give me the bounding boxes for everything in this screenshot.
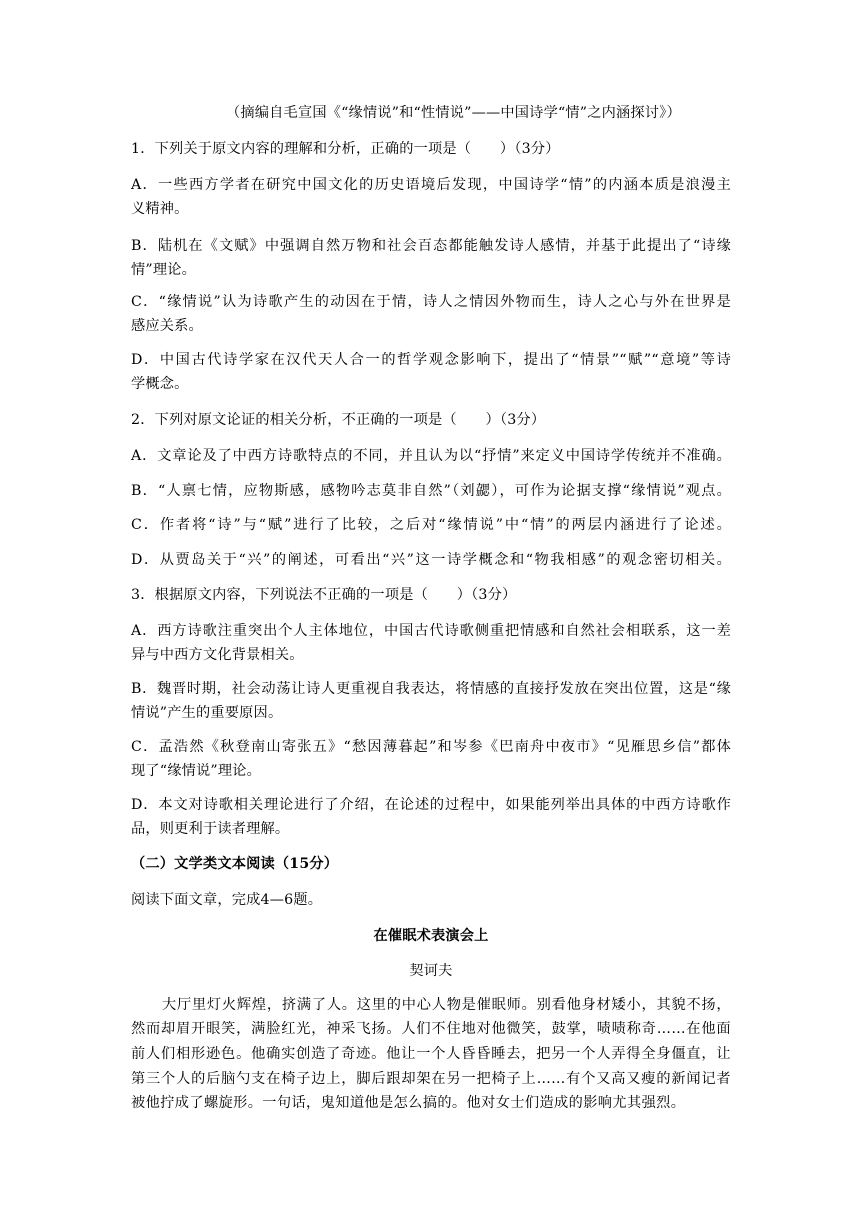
story-paragraph-line: 第三个人的后脑勺支在椅子边上，脚后跟却架在另一把椅子上……有个又高又瘦的新闻记者 <box>131 1071 731 1087</box>
story-paragraph-line: 被他拧成了螺旋形。一句话，鬼知道他是怎么搞的。他对女士们造成的影响尤其强烈。 <box>131 1095 686 1111</box>
story-paragraph-line: 前人们相形逊色。他确实创造了奇迹。他让一个人昏昏睡去，把另一个人弄得全身僵直，让 <box>131 1046 731 1062</box>
q3-option-b-line2: 情说”产生的重要原因。 <box>131 705 283 721</box>
q1-option-d-line1: D．中国古代诗学家在汉代天人合一的哲学观念影响下，提出了“情景”“赋”“意境”等诗 <box>131 352 731 368</box>
story-author: 契诃夫 <box>409 963 453 979</box>
q3-option-a-line2: 异与中西方文化背景相关。 <box>131 647 304 663</box>
section-heading: （二）文学类文本阅读（15分） <box>131 856 339 872</box>
q1-option-b-line2: 情”理论。 <box>131 262 197 278</box>
q2-option-d: D．从贾岛关于“兴”的阐述，可看出“兴”这一诗学概念和“物我相感”的观念密切相关。 <box>131 552 731 568</box>
q3-option-d-line2: 品，则更利于读者理解。 <box>131 821 290 837</box>
q3-option-c-line1: C．孟浩然《秋登南山寄张五》“愁因薄暮起”和岑参《巴南舟中夜市》“见雁思乡信”都体 <box>131 739 731 755</box>
q1-option-c-line2: 感应关系。 <box>131 318 203 334</box>
q1-option-d-line2: 学概念。 <box>131 376 189 392</box>
question-3-stem: 3．根据原文内容，下列说法不正确的一项是（ ）（3分） <box>131 587 517 603</box>
story-paragraph-line: 然而却眉开眼笑，满脸红光，神采飞扬。人们不住地对他微笑，鼓掌，啧啧称奇……在他面 <box>131 1021 731 1037</box>
q1-option-a-line2: 义精神。 <box>131 201 189 217</box>
q3-option-d-line1: D．本文对诗歌相关理论进行了介绍，在论述的过程中，如果能列举出具体的中西方诗歌作 <box>131 797 731 813</box>
story-paragraph-line: 大厅里灯火辉煌，挤满了人。这里的中心人物是催眠师。别看他身材矮小，其貌不扬， <box>162 997 731 1013</box>
question-1-stem: 1．下列关于原文内容的理解和分析，正确的一项是（ ）（3分） <box>131 141 560 157</box>
q2-option-a: A．文章论及了中西方诗歌特点的不同，并且认为以“抒情”来定义中国诗学传统并不准确。 <box>131 448 731 464</box>
q1-option-a-line1: A．一些西方学者在研究中国文化的历史语境后发现，中国诗学“情”的内涵本质是浪漫主 <box>131 177 731 193</box>
question-2-stem: 2．下列对原文论证的相关分析，不正确的一项是（ ）（3分） <box>131 412 546 428</box>
q3-option-b-line1: B．魏晋时期，社会动荡让诗人更重视自我表达，将情感的直接抒发放在突出位置，这是“缘 <box>131 681 731 697</box>
q2-option-b: B．“人禀七情，应物斯感，感物吟志莫非自然”（刘勰），可作为论据支撑“缘情说”观点。 <box>131 483 731 499</box>
source-citation: （摘编自毛宣国《“缘情说”和“性情说”——中国诗学“情”之内涵探讨》） <box>226 105 681 121</box>
q1-option-b-line1: B．陆机在《文赋》中强调自然万物和社会百态都能触发诗人感情，并基于此提出了“诗缘 <box>131 238 731 254</box>
q2-option-c: C．作者将“诗”与“赋”进行了比较，之后对“缘情说”中“情”的两层内涵进行了论述。 <box>131 517 731 533</box>
q1-option-c-line1: C．“缘情说”认为诗歌产生的动因在于情，诗人之情因外物而生，诗人之心与外在世界是 <box>131 294 731 310</box>
q3-option-c-line2: 现了“缘情说”理论。 <box>131 763 262 779</box>
story-title: 在催眠术表演会上 <box>373 928 489 944</box>
q3-option-a-line1: A．西方诗歌注重突出个人主体地位，中国古代诗歌侧重把情感和自然社会相联系，这一差 <box>131 623 731 639</box>
reading-instruction: 阅读下面文章，完成4—6题。 <box>131 892 323 908</box>
